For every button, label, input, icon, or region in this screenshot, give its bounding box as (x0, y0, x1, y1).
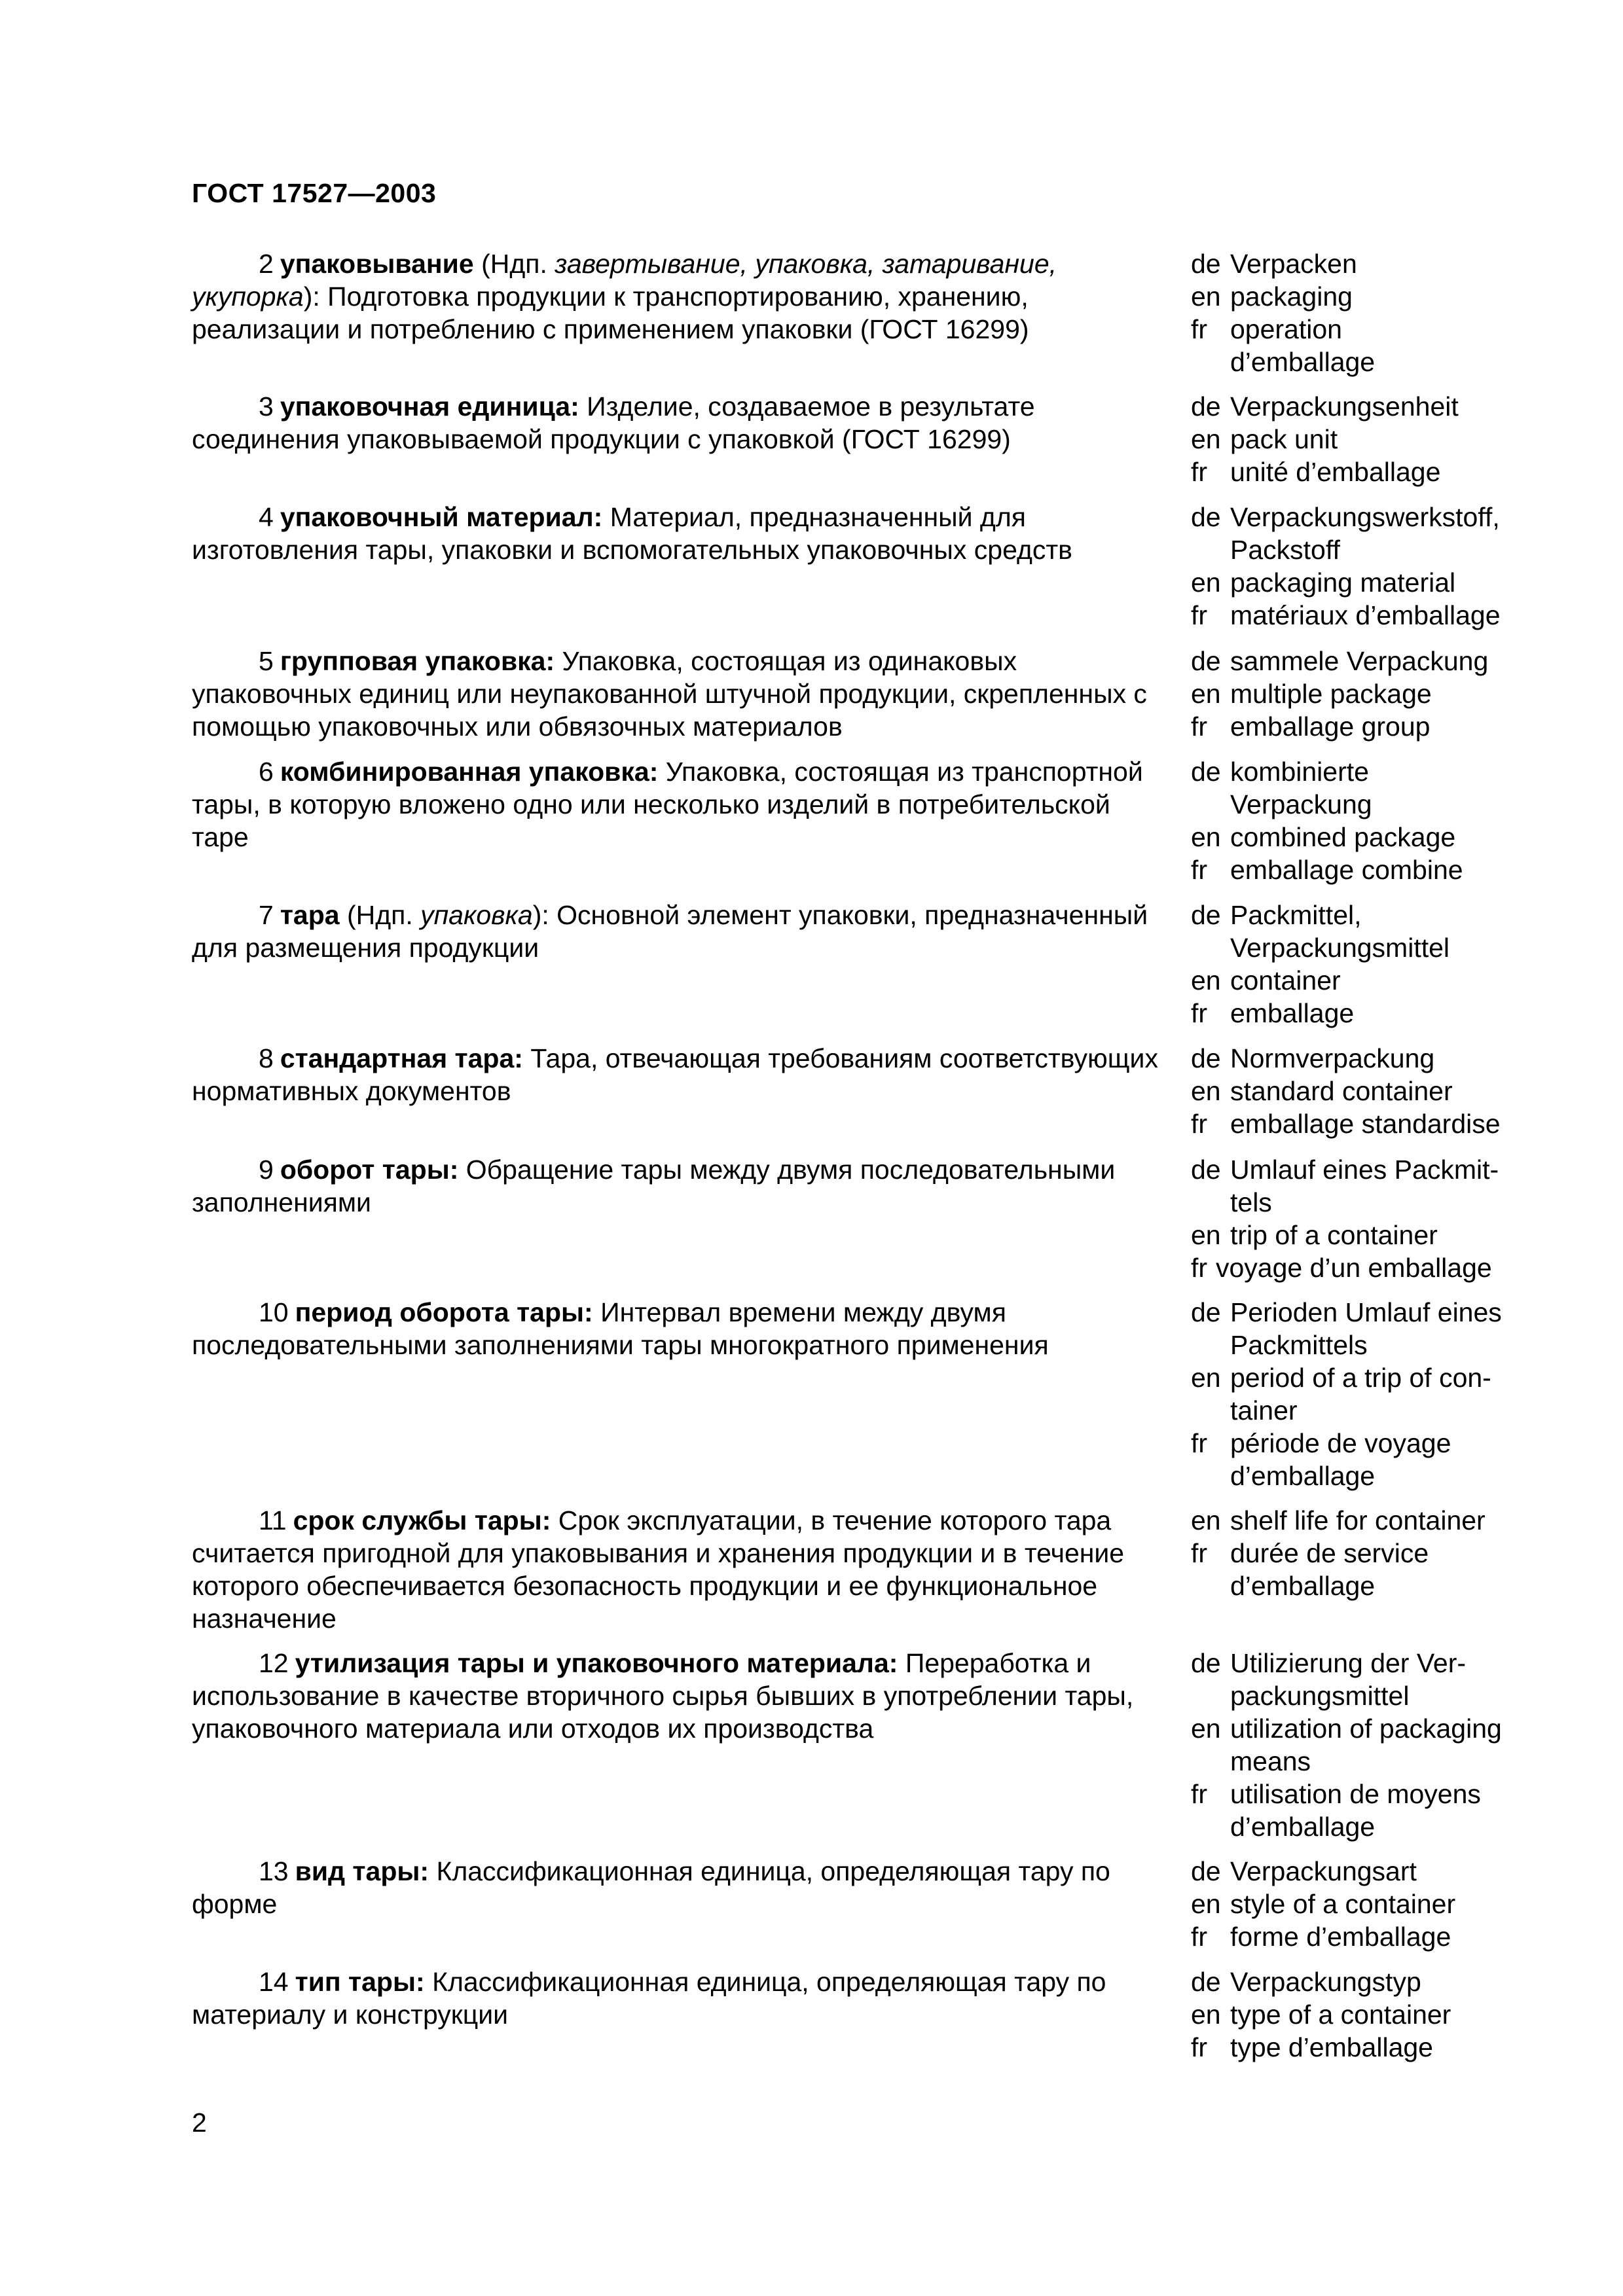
equivalent-en: en packaging (1191, 281, 1353, 312)
equivalent-de: de Perioden Umlauf eines (1191, 1297, 1502, 1327)
term-number: 4 (259, 502, 274, 532)
term-number: 8 (259, 1043, 274, 1073)
definition-text: Обращение тары между двумя последовательными заполнениями (192, 1155, 1116, 1217)
definition-block (192, 899, 1174, 964)
definition-text: Упаковка, состоящая из одинаковых упаковочных единиц или неупакованной штучной продукции, скрепленных с помощью упаковочных или обвязочных материалов (192, 646, 1147, 742)
equivalent-continuation: Packstoff (1230, 535, 1340, 565)
equivalent-en: en standard container (1191, 1076, 1453, 1106)
foreign-equivalents (1191, 390, 1531, 488)
definition-block (192, 1855, 1174, 1920)
equivalent-fr: fr emballage (1191, 998, 1355, 1028)
definition-block (192, 645, 1174, 743)
equivalent-fr: fr emballage group (1191, 711, 1431, 742)
foreign-equivalents (1191, 1042, 1531, 1140)
equivalent-fr: fr forme d’emballage (1191, 1922, 1451, 1952)
definition-block (192, 1296, 1174, 1361)
equivalent-en: en trip of a container (1191, 1220, 1438, 1250)
definition-block (192, 501, 1174, 566)
definition-text: Интервал времени между двумя последовательными заполнениями тары многократного применения (192, 1297, 1049, 1360)
foreign-equivalents (1191, 501, 1531, 632)
term-number: 13 (259, 1856, 289, 1886)
foreign-equivalents (1191, 899, 1531, 1030)
definition-block (192, 1504, 1174, 1635)
equivalent-fr: fr operation (1191, 314, 1342, 344)
term-name: стандартная тара: (280, 1043, 523, 1073)
term-name: период оборота тары: (295, 1297, 593, 1327)
ndp-label: (Ндп. (339, 900, 421, 930)
equivalent-en: en shelf life for container (1191, 1505, 1486, 1535)
ndp-close: ): (303, 281, 328, 312)
foreign-equivalents (1191, 1965, 1531, 2064)
definition-text: Срок эксплуатации, в течение которого тара считается пригодной для упаковывания и хранения продукции и в течение которого обеспечивается безопасность продукции и ее функциональное назначение (192, 1505, 1125, 1634)
equivalent-fr: fr utilisation de moyens (1191, 1779, 1481, 1809)
equivalent-de: de sammele Verpackung (1191, 646, 1489, 676)
foreign-equivalents (1191, 1296, 1531, 1492)
term-name: срок службы тары: (293, 1505, 551, 1535)
definition-text: Материал, предназначенный для изготовления тары, упаковки и вспомогательных упаковочных средств (192, 502, 1072, 565)
definition-text: Классификационная единица, определяющая тару по форме (192, 1856, 1110, 1919)
equivalent-fr: fr emballage standardise (1191, 1109, 1501, 1139)
definition-text: Подготовка продукции к транспортированию, хранению, реализации и потреблению с применением упаковки (ГОСТ 16299) (192, 281, 1029, 344)
equivalent-continuation: Packmittels (1230, 1330, 1368, 1360)
equivalent-en: en combined package (1191, 822, 1456, 852)
definition-block (192, 755, 1174, 853)
definition-block (192, 1042, 1174, 1107)
page-title: ГОСТ 17527—2003 (192, 178, 437, 208)
term-name: групповая упаковка: (280, 646, 555, 676)
definition-text: Переработка и использование в качестве вторичного сырья бывших в употреблении тары, упаковочного материала или отходов их производства (192, 1648, 1134, 1744)
foreign-equivalents (1191, 247, 1531, 378)
term-number: 6 (259, 757, 274, 787)
equivalent-de: de Normverpackung (1191, 1043, 1435, 1073)
page-number: 2 (192, 2108, 207, 2138)
term-name: упаковочный материал: (280, 502, 603, 532)
foreign-equivalents (1191, 1647, 1531, 1843)
equivalent-continuation: d’emballage (1230, 347, 1376, 377)
ndp-close: ): (532, 900, 557, 930)
term-name: тара (280, 900, 340, 930)
equivalent-en: en utilization of packaging (1191, 1713, 1502, 1744)
equivalent-de: de Packmittel, (1191, 900, 1362, 930)
equivalent-continuation: Verpackungsmittel (1230, 933, 1450, 963)
definition-block (192, 1647, 1174, 1745)
equivalent-en: en multiple package (1191, 679, 1432, 709)
equivalent-continuation: tels (1230, 1187, 1272, 1217)
term-number: 11 (259, 1505, 287, 1535)
term-name: упаковочная единица: (280, 391, 579, 422)
equivalent-fr: fr emballage combine (1191, 855, 1463, 885)
term-name: утилизация тары и упаковочного материала: (295, 1648, 898, 1678)
equivalent-fr: fr type d’emballage (1191, 2032, 1433, 2062)
term-number: 14 (259, 1967, 289, 1997)
term-number: 5 (259, 646, 274, 676)
ndp-terms: упаковка (420, 900, 533, 930)
equivalent-fr: fr durée de service (1191, 1538, 1429, 1568)
ndp-label: (Ндп. (473, 249, 555, 279)
term-name: вид тары: (295, 1856, 429, 1886)
equivalent-fr: fr périоde de voyage (1191, 1428, 1451, 1458)
term-name: тип тары: (295, 1967, 425, 1997)
equivalent-continuation: d’emballage (1230, 1571, 1376, 1601)
term-name: оборот тары: (280, 1155, 459, 1185)
equivalent-continuation: packungsmittel (1230, 1681, 1410, 1711)
definition-block (192, 1965, 1174, 2031)
equivalent-en: en packaging material (1191, 567, 1456, 598)
foreign-equivalents (1191, 645, 1531, 743)
equivalent-continuation: means (1230, 1746, 1311, 1776)
definition-block (192, 247, 1174, 346)
equivalent-de: de Utilizierung der Ver- (1191, 1648, 1467, 1678)
equivalent-en: en container (1191, 965, 1341, 996)
equivalent-en: en pack unit (1191, 424, 1338, 454)
equivalent-de: de kombinierte (1191, 757, 1369, 787)
definition-text: Тара, отвечающая требованиям соответствующих нормативных документов (192, 1043, 1158, 1106)
equivalent-de: de Verpackungsenheit (1191, 391, 1459, 422)
term-number: 10 (259, 1297, 289, 1327)
foreign-equivalents (1191, 1153, 1531, 1284)
term-number: 9 (259, 1155, 274, 1185)
definition-text: Классификационная единица, определяющая тару по материалу и конструкции (192, 1967, 1106, 2030)
equivalent-de: de Verpackungsart (1191, 1856, 1417, 1886)
foreign-equivalents (1191, 1855, 1531, 1953)
ndp-terms: завертывание, упаковка, затаривание, укупорка (192, 249, 1057, 312)
definition-block (192, 390, 1174, 456)
definition-block (192, 1153, 1174, 1219)
equivalent-de: de Verpacken (1191, 249, 1357, 279)
term-number: 7 (259, 900, 274, 930)
equivalent-en: en style of a container (1191, 1889, 1456, 1919)
term-number: 12 (259, 1648, 289, 1678)
term-number: 3 (259, 391, 274, 422)
equivalent-fr: fr unité d’emballage (1191, 457, 1441, 487)
definition-text: Изделие, создаваемое в результате соединения упаковываемой продукции с упаковкой (ГОСТ 16299) (192, 391, 1035, 454)
term-name: упаковывание (280, 249, 474, 279)
equivalent-en: en type of a container (1191, 2000, 1451, 2030)
definition-text: Основной элемент упаковки, предназначенный для размещения продукции (192, 900, 1148, 963)
definition-text: Упаковка, состоящая из транспортной тары, в которую вложено одно или несколько изделий в потребительской таре (192, 757, 1143, 852)
equivalent-de: de Umlauf eines Packmit- (1191, 1155, 1499, 1185)
equivalent-en: en period of a trip of con- (1191, 1363, 1491, 1393)
equivalent-fr: fr matériaux d’emballage (1191, 600, 1501, 630)
foreign-equivalents (1191, 1504, 1531, 1602)
foreign-equivalents (1191, 755, 1531, 886)
equivalent-continuation: tainer (1230, 1395, 1298, 1426)
equivalent-de: de Verpackungswerkstoff, (1191, 502, 1500, 532)
equivalent-fr: fr voyage d’un emballage (1191, 1253, 1492, 1283)
equivalent-continuation: d’emballage (1230, 1812, 1376, 1842)
equivalent-de: de Verpackungstyp (1191, 1967, 1421, 1997)
term-name: комбинированная упаковка: (280, 757, 659, 787)
term-number: 2 (259, 249, 274, 279)
equivalent-continuation: d’emballage (1230, 1461, 1376, 1491)
equivalent-continuation: Verpackung (1230, 789, 1372, 819)
